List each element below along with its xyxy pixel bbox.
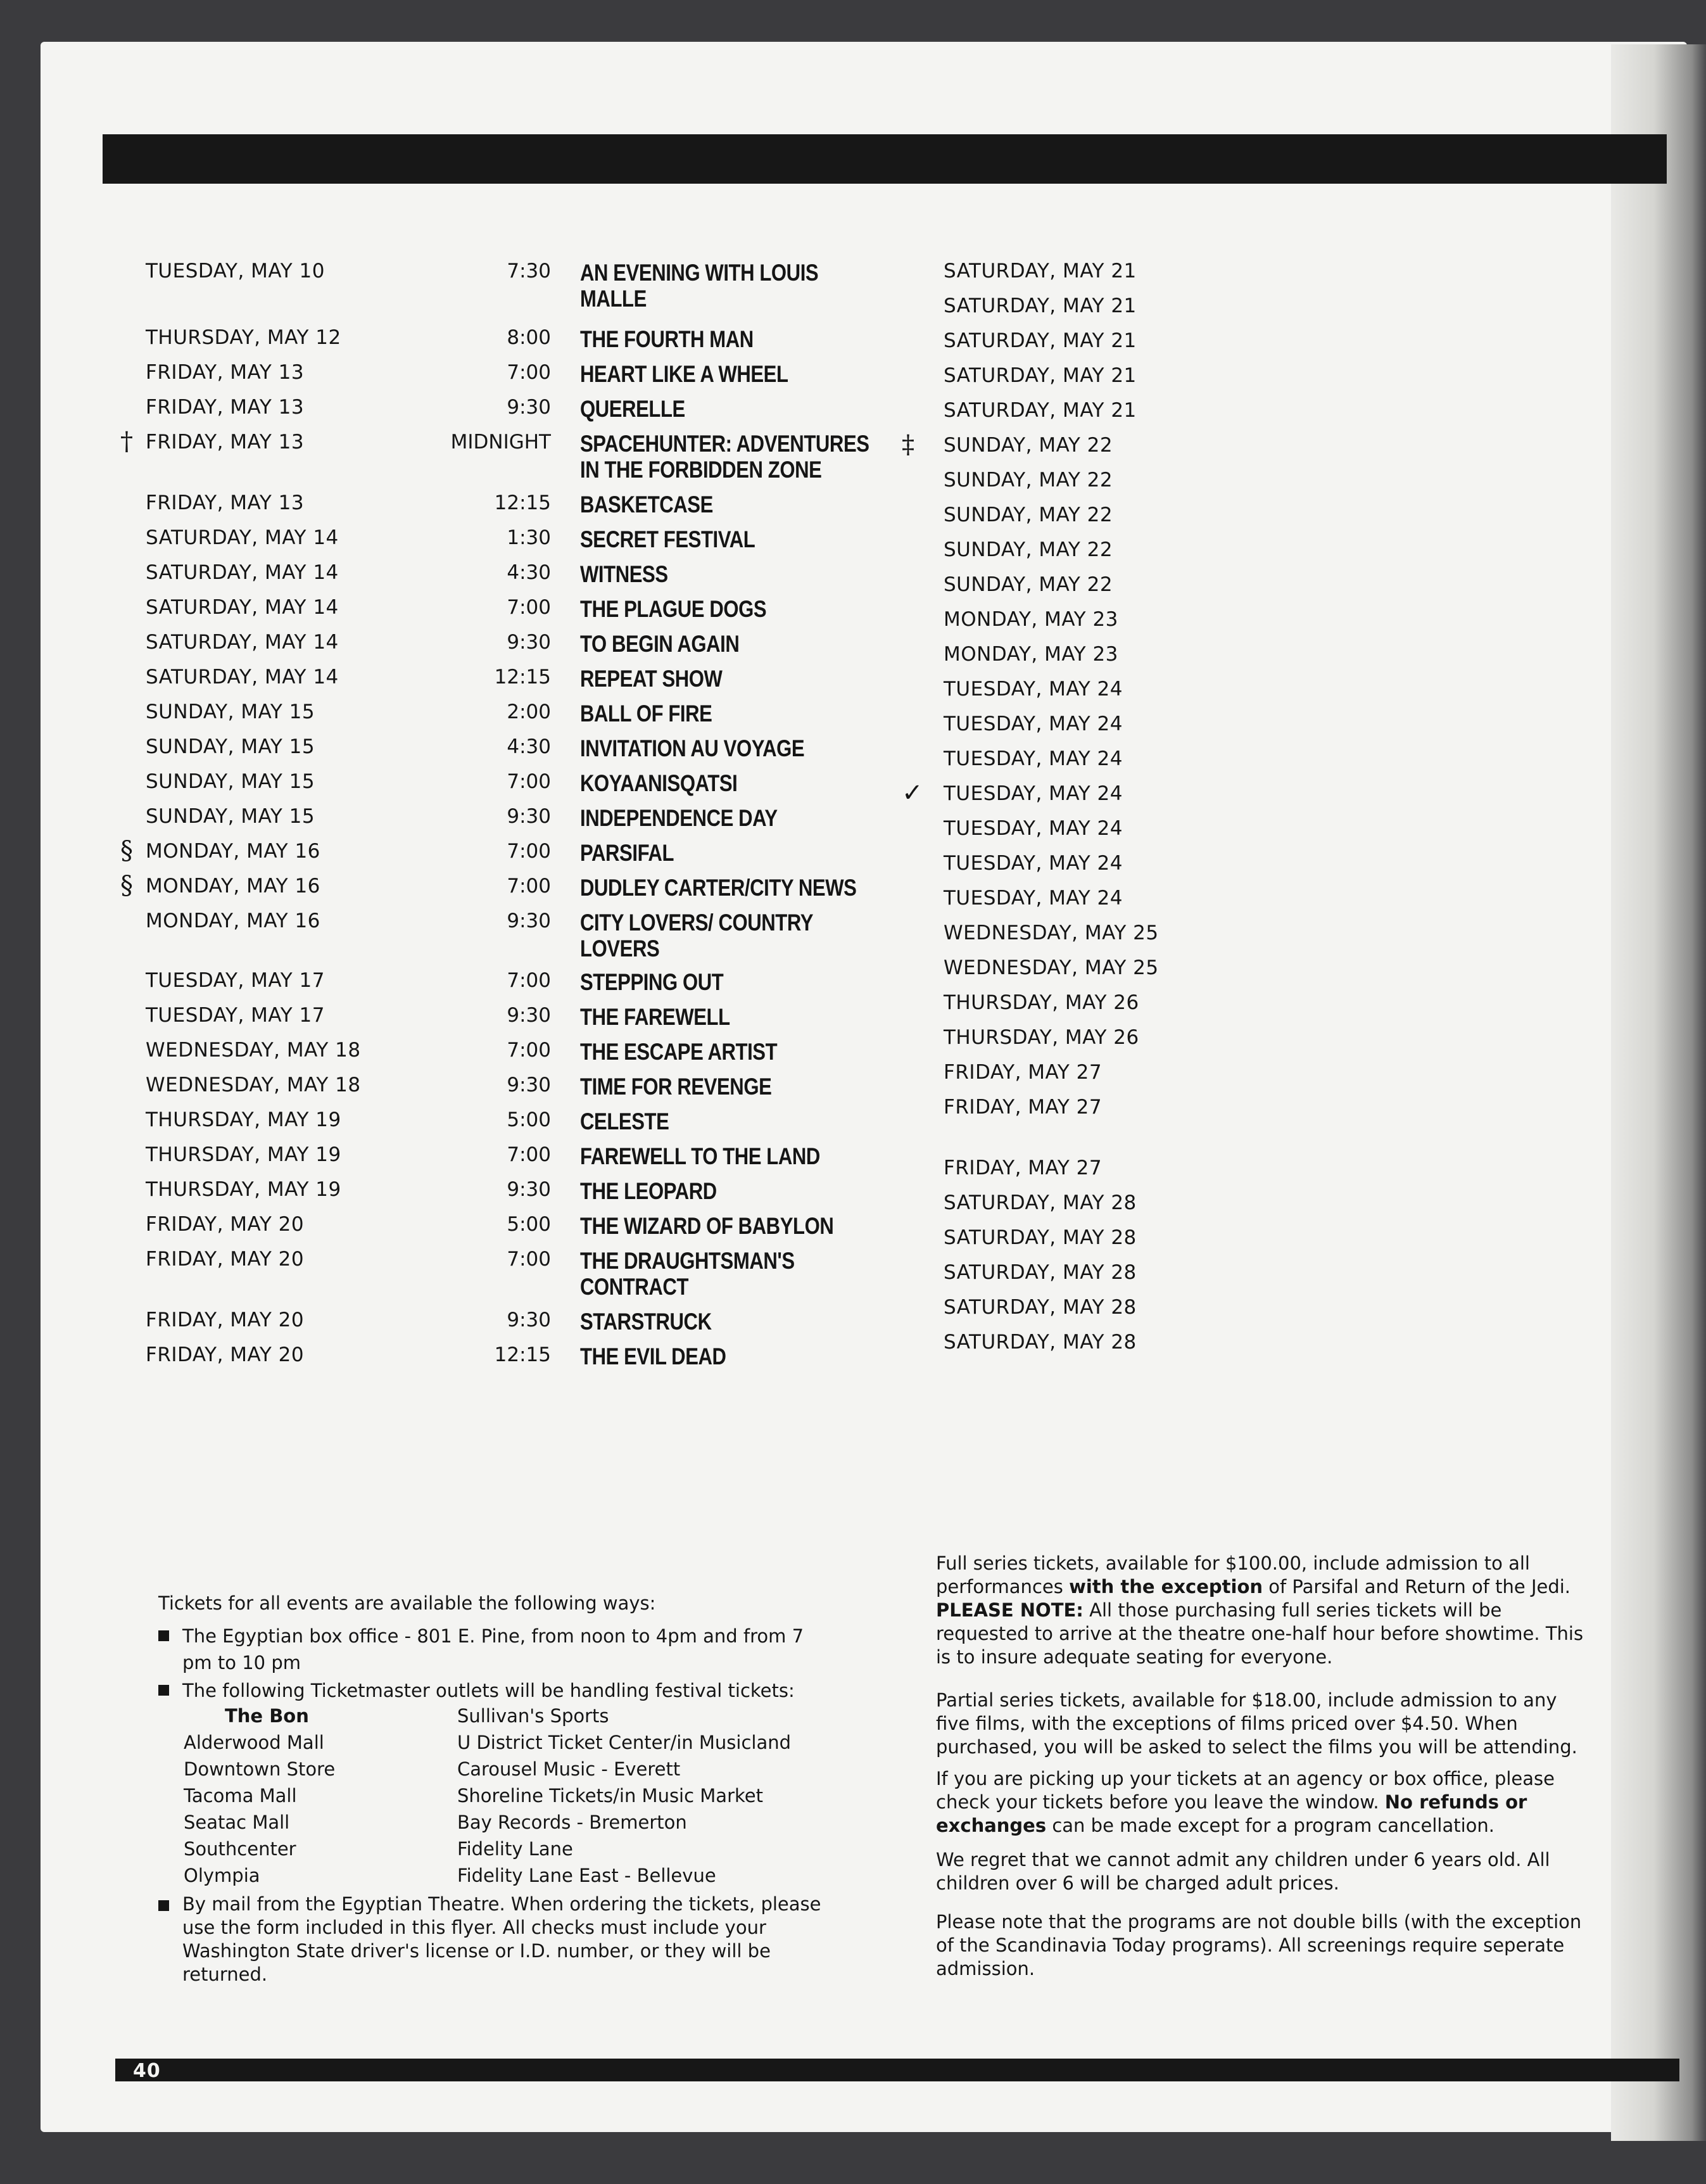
row-title: STARSTRUCK — [580, 1309, 712, 1335]
row-day: FRIDAY, MAY 13 — [146, 361, 305, 384]
row-title: THE FAREWELL — [580, 1004, 730, 1030]
row-day: FRIDAY, MAY 20 — [146, 1213, 305, 1236]
row-title: FAREWELL TO THE LAND — [580, 1143, 820, 1169]
row-time: 7:00 — [507, 596, 551, 619]
page-number: 40 — [133, 2060, 161, 2082]
row-day: TUESDAY, MAY 24 — [944, 782, 1123, 805]
box-office-text: The Egyptian box office - 801 E. Pine, from noon to 4pm and from 7 pm to 10 pm — [182, 1625, 804, 1673]
row-day: SUNDAY, MAY 15 — [146, 701, 315, 723]
row-day: SUNDAY, MAY 22 — [944, 469, 1113, 492]
row-time: MIDNIGHT — [450, 431, 551, 454]
row-day: THURSDAY, MAY 19 — [146, 1108, 341, 1131]
row-title: HEART LIKE A WHEEL — [580, 361, 788, 387]
row-day: TUESDAY, MAY 24 — [944, 713, 1123, 735]
ticketmaster-text: The following Ticketmaster outlets will be handling festival tickets: — [182, 1680, 795, 1701]
row-title: INDEPENDENCE DAY — [580, 805, 778, 831]
row-day: THURSDAY, MAY 26 — [944, 1026, 1139, 1049]
row-title: CELESTE — [580, 1108, 669, 1134]
outlet-name: Downtown Store — [184, 1758, 336, 1780]
row-title: INVITATION AU VOYAGE — [580, 735, 805, 761]
row-time: 7:00 — [507, 875, 551, 898]
full-series-text: Full series tickets, available for $100.00, include admission to all performances — [936, 1552, 1530, 1597]
row-day: WEDNESDAY, MAY 25 — [944, 922, 1159, 944]
row-time: 9:30 — [507, 1178, 551, 1201]
outlet-name: Sullivan's Sports — [457, 1705, 609, 1727]
row-time: 5:00 — [507, 1108, 551, 1131]
please-note-label: PLEASE NOTE: — [936, 1599, 1084, 1621]
row-day: THURSDAY, MAY 26 — [944, 991, 1139, 1014]
row-day: THURSDAY, MAY 12 — [146, 326, 341, 349]
row-day: FRIDAY, MAY 27 — [944, 1157, 1103, 1179]
row-day: TUESDAY, MAY 24 — [944, 747, 1123, 770]
outlet-header: The Bon — [225, 1705, 309, 1727]
outlet-name: Southcenter — [184, 1838, 296, 1860]
ticket-intro: Tickets for all events are available the following ways: — [158, 1592, 656, 1614]
row-day: WEDNESDAY, MAY 18 — [146, 1074, 361, 1096]
row-day: FRIDAY, MAY 20 — [146, 1248, 305, 1271]
please-note-text: All those purchasing full series tickets will be requested to arrive at the theatre one-half hour before showtime. This is to insure adequate seating for everyone. — [936, 1599, 1584, 1668]
row-time: 9:30 — [507, 396, 551, 419]
row-title: THE PLAGUE DOGS — [580, 596, 767, 622]
row-time: 7:30 — [507, 260, 551, 283]
double-bills-note: Please note that the programs are not double bills (with the exception of the Scandinavia Today programs). All screenings require seperate admission. — [936, 1911, 1582, 1979]
row-day: SATURDAY, MAY 14 — [146, 666, 339, 689]
full-series-tail: of Parsifal and Return of the Jedi. — [1268, 1576, 1571, 1597]
row-day: MONDAY, MAY 16 — [146, 910, 320, 932]
row-title: CITY LOVERS/ COUNTRY LOVERS — [580, 910, 813, 962]
outlet-name: Tacoma Mall — [184, 1785, 297, 1806]
row-time: 7:00 — [507, 770, 551, 793]
full-series-exception: with the exception — [1069, 1576, 1263, 1597]
row-day: FRIDAY, MAY 20 — [146, 1309, 305, 1331]
row-day: TUESDAY, MAY 10 — [146, 260, 325, 283]
row-time: 4:30 — [507, 561, 551, 584]
row-day: SATURDAY, MAY 14 — [146, 596, 339, 619]
outlet-name: Alderwood Mall — [184, 1732, 324, 1753]
row-day: SUNDAY, MAY 15 — [146, 770, 315, 793]
row-day: SATURDAY, MAY 14 — [146, 631, 339, 654]
row-day: WEDNESDAY, MAY 25 — [944, 956, 1159, 979]
row-time: 7:00 — [507, 1248, 551, 1271]
row-day: TUESDAY, MAY 24 — [944, 852, 1123, 875]
pickup-text: If you are picking up your tickets at an agency or box office, please check your tickets before you leave the window. — [936, 1768, 1555, 1813]
row-day: SATURDAY, MAY 14 — [146, 561, 339, 584]
row-day: SATURDAY, MAY 28 — [944, 1261, 1137, 1284]
row-time: 12:15 — [494, 492, 551, 514]
outlet-name: Fidelity Lane — [457, 1838, 573, 1860]
row-day: FRIDAY, MAY 13 — [146, 431, 305, 454]
row-day: SATURDAY, MAY 21 — [944, 364, 1137, 387]
row-day: SUNDAY, MAY 15 — [146, 805, 315, 828]
row-time: 7:00 — [507, 361, 551, 384]
row-title: STEPPING OUT — [580, 969, 724, 995]
full-series-note — [936, 1552, 1595, 1669]
outlet-name: Seatac Mall — [184, 1812, 290, 1833]
pickup-tail: can be made except for a program cancellation. — [1052, 1815, 1495, 1836]
row-day: FRIDAY, MAY 13 — [146, 396, 305, 419]
row-time: 4:30 — [507, 735, 551, 758]
row-day: SATURDAY, MAY 21 — [944, 295, 1137, 317]
partial-series-note: Partial series tickets, available for $18.00, include admission to any five films, with the exceptions of films priced over $4.50. When purchased, you will be asked to select the films you will be attending. — [936, 1689, 1577, 1758]
row-mark: § — [120, 871, 133, 900]
row-day: SUNDAY, MAY 22 — [944, 504, 1113, 526]
row-time: 8:00 — [507, 326, 551, 349]
outlet-name: Bay Records - Bremerton — [457, 1812, 687, 1833]
row-time: 7:00 — [507, 969, 551, 992]
row-day: FRIDAY, MAY 27 — [944, 1061, 1103, 1084]
row-day: SATURDAY, MAY 28 — [944, 1296, 1137, 1319]
outlet-name: Shoreline Tickets/in Music Market — [457, 1785, 763, 1806]
row-title: BALL OF FIRE — [580, 701, 712, 727]
row-time: 7:00 — [507, 1143, 551, 1166]
row-time: 9:30 — [507, 1074, 551, 1096]
row-time: 1:30 — [507, 526, 551, 549]
row-day: SATURDAY, MAY 21 — [944, 329, 1137, 352]
row-title: THE ESCAPE ARTIST — [580, 1039, 778, 1065]
row-time: 9:30 — [507, 910, 551, 932]
row-day: THURSDAY, MAY 19 — [146, 1143, 341, 1166]
row-day: MONDAY, MAY 16 — [146, 840, 320, 863]
row-title: TO BEGIN AGAIN — [580, 631, 740, 657]
outlet-name: Carousel Music - Everett — [457, 1758, 681, 1780]
row-mark: † — [120, 427, 133, 456]
row-time: 9:30 — [507, 631, 551, 654]
row-time: 9:30 — [507, 1004, 551, 1027]
row-day: FRIDAY, MAY 13 — [146, 492, 305, 514]
row-day: TUESDAY, MAY 17 — [146, 1004, 325, 1027]
row-day: SUNDAY, MAY 22 — [944, 538, 1113, 561]
row-title: TIME FOR REVENGE — [580, 1074, 772, 1100]
row-day: SUNDAY, MAY 15 — [146, 735, 315, 758]
mail-text: By mail from the Egyptian Theatre. When ordering the tickets, please use the form included in this flyer. All checks must include your Washington State driver's license or I.D. number, or they will be returned. — [182, 1893, 821, 1985]
row-title: THE LEOPARD — [580, 1178, 717, 1204]
row-time: 2:00 — [507, 701, 551, 723]
row-day: MONDAY, MAY 16 — [146, 875, 320, 898]
bullet-square-icon — [158, 1630, 169, 1641]
row-day: SUNDAY, MAY 22 — [944, 573, 1113, 596]
row-title: REPEAT SHOW — [580, 666, 723, 692]
row-mark: ‡ — [902, 430, 914, 459]
row-day: FRIDAY, MAY 27 — [944, 1096, 1103, 1119]
row-time: 7:00 — [507, 840, 551, 863]
row-title: DUDLEY CARTER/CITY NEWS — [580, 875, 857, 901]
row-time: 12:15 — [494, 1343, 551, 1366]
row-day: SATURDAY, MAY 28 — [944, 1191, 1137, 1214]
row-time: 12:15 — [494, 666, 551, 689]
outlet-name: Fidelity Lane East - Bellevue — [457, 1865, 716, 1886]
row-day: SATURDAY, MAY 21 — [944, 399, 1137, 422]
row-time: 7:00 — [507, 1039, 551, 1062]
header-bar — [103, 134, 1667, 184]
row-title: BASKETCASE — [580, 492, 713, 517]
row-day: SUNDAY, MAY 22 — [944, 434, 1113, 457]
row-title: SECRET FESTIVAL — [580, 526, 755, 552]
outlet-name: Olympia — [184, 1865, 260, 1886]
row-title: THE FOURTH MAN — [580, 326, 754, 352]
row-day: THURSDAY, MAY 19 — [146, 1178, 341, 1201]
row-day: TUESDAY, MAY 24 — [944, 678, 1123, 701]
row-day: SATURDAY, MAY 21 — [944, 260, 1137, 283]
row-day: SATURDAY, MAY 28 — [944, 1226, 1137, 1249]
row-mark: § — [120, 836, 133, 865]
row-title: PARSIFAL — [580, 840, 674, 866]
children-note: We regret that we cannot admit any children under 6 years old. All children over 6 will be charged adult prices. — [936, 1849, 1550, 1894]
row-title: THE EVIL DEAD — [580, 1343, 726, 1369]
row-title: QUERELLE — [580, 396, 685, 422]
row-mark: ✓ — [902, 778, 923, 808]
pickup-note — [936, 1767, 1595, 1838]
row-time: 9:30 — [507, 1309, 551, 1331]
row-title: AN EVENING WITH LOUIS MALLE — [580, 260, 819, 312]
bullet-square-icon — [158, 1685, 169, 1696]
row-day: TUESDAY, MAY 24 — [944, 887, 1123, 910]
footer-bar — [115, 2059, 1679, 2081]
row-title: THE DRAUGHTSMAN'S CONTRACT — [580, 1248, 795, 1300]
row-time: 5:00 — [507, 1213, 551, 1236]
outlet-name: U District Ticket Center/in Musicland — [457, 1732, 791, 1753]
row-day: SATURDAY, MAY 28 — [944, 1331, 1137, 1354]
row-title: KOYAANISQATSI — [580, 770, 738, 796]
row-title: THE WIZARD OF BABYLON — [580, 1213, 834, 1239]
row-day: MONDAY, MAY 23 — [944, 608, 1118, 631]
page-curl — [1611, 44, 1706, 2141]
row-day: TUESDAY, MAY 17 — [146, 969, 325, 992]
no-refunds-text: No refunds or exchanges — [936, 1791, 1527, 1836]
row-day: MONDAY, MAY 23 — [944, 643, 1118, 666]
row-day: TUESDAY, MAY 24 — [944, 817, 1123, 840]
row-title: WITNESS — [580, 561, 668, 587]
row-day: SATURDAY, MAY 14 — [146, 526, 339, 549]
row-title: SPACEHUNTER: ADVENTURES IN THE FORBIDDEN ZONE — [580, 431, 869, 483]
row-day: FRIDAY, MAY 20 — [146, 1343, 305, 1366]
row-day: WEDNESDAY, MAY 18 — [146, 1039, 361, 1062]
row-time: 9:30 — [507, 805, 551, 828]
bullet-square-icon — [158, 1900, 169, 1911]
